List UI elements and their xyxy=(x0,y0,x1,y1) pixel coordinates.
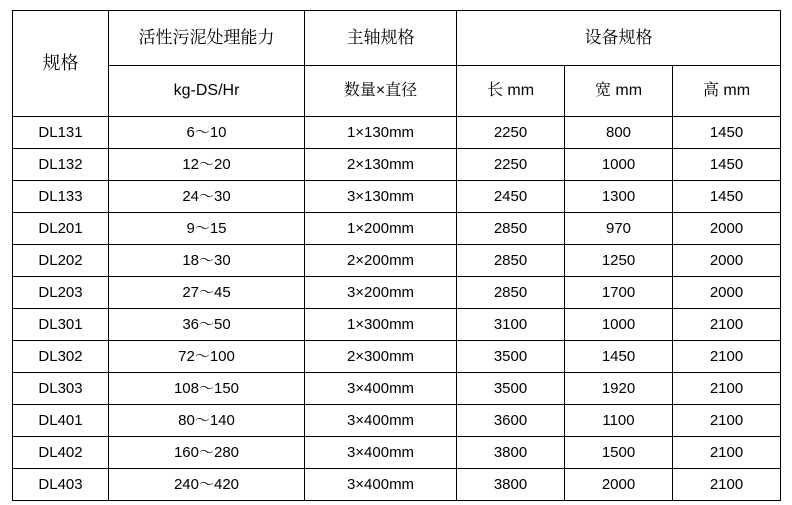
cell-shaft: 3×130mm xyxy=(305,181,457,213)
header-capacity: 活性污泥处理能力 xyxy=(109,11,305,66)
table-row xyxy=(13,341,781,373)
table-row xyxy=(13,277,781,309)
cell-length: 3600 xyxy=(457,405,565,437)
cell-capacity: 80～140 xyxy=(109,405,305,437)
table-row xyxy=(13,437,781,469)
cell-capacity: 72～100 xyxy=(109,341,305,373)
cell-length: 2450 xyxy=(457,181,565,213)
header-length: 长 mm xyxy=(457,66,565,117)
cell-length: 3800 xyxy=(457,469,565,501)
cell-capacity: 27～45 xyxy=(109,277,305,309)
cell-width: 1450 xyxy=(565,341,673,373)
cell-length: 3100 xyxy=(457,309,565,341)
cell-length: 2850 xyxy=(457,213,565,245)
cell-model: DL131 xyxy=(13,117,109,149)
cell-shaft: 3×200mm xyxy=(305,277,457,309)
cell-model: DL133 xyxy=(13,181,109,213)
header-capacity-unit: kg-DS/Hr xyxy=(109,66,305,117)
cell-width: 2000 xyxy=(565,469,673,501)
cell-length: 2250 xyxy=(457,149,565,181)
header-row-1 xyxy=(13,11,781,66)
cell-shaft: 3×400mm xyxy=(305,469,457,501)
cell-width: 1920 xyxy=(565,373,673,405)
cell-width: 1300 xyxy=(565,181,673,213)
cell-width: 1100 xyxy=(565,405,673,437)
cell-width: 1000 xyxy=(565,149,673,181)
cell-length: 2850 xyxy=(457,277,565,309)
cell-height: 2000 xyxy=(673,245,781,277)
cell-shaft: 1×300mm xyxy=(305,309,457,341)
cell-capacity: 108～150 xyxy=(109,373,305,405)
cell-capacity: 240～420 xyxy=(109,469,305,501)
cell-capacity: 6～10 xyxy=(109,117,305,149)
cell-height: 2100 xyxy=(673,309,781,341)
cell-model: DL303 xyxy=(13,373,109,405)
cell-shaft: 1×130mm xyxy=(305,117,457,149)
cell-height: 1450 xyxy=(673,181,781,213)
cell-width: 800 xyxy=(565,117,673,149)
cell-shaft: 2×200mm xyxy=(305,245,457,277)
cell-height: 2000 xyxy=(673,277,781,309)
cell-height: 2100 xyxy=(673,469,781,501)
cell-length: 3800 xyxy=(457,437,565,469)
cell-model: DL403 xyxy=(13,469,109,501)
table-row xyxy=(13,309,781,341)
cell-model: DL132 xyxy=(13,149,109,181)
table-row xyxy=(13,245,781,277)
cell-width: 1250 xyxy=(565,245,673,277)
header-equipment: 设备规格 xyxy=(457,11,781,66)
header-shaft: 主轴规格 xyxy=(305,11,457,66)
table-row xyxy=(13,213,781,245)
cell-length: 2850 xyxy=(457,245,565,277)
cell-length: 2250 xyxy=(457,117,565,149)
cell-model: DL402 xyxy=(13,437,109,469)
cell-model: DL302 xyxy=(13,341,109,373)
table-header xyxy=(13,11,781,117)
cell-height: 2100 xyxy=(673,341,781,373)
cell-capacity: 36～50 xyxy=(109,309,305,341)
cell-model: DL301 xyxy=(13,309,109,341)
cell-model: DL202 xyxy=(13,245,109,277)
cell-shaft: 2×130mm xyxy=(305,149,457,181)
cell-width: 1700 xyxy=(565,277,673,309)
cell-shaft: 3×400mm xyxy=(305,373,457,405)
cell-height: 2000 xyxy=(673,213,781,245)
cell-shaft: 3×400mm xyxy=(305,405,457,437)
cell-capacity: 12～20 xyxy=(109,149,305,181)
cell-model: DL203 xyxy=(13,277,109,309)
cell-length: 3500 xyxy=(457,341,565,373)
table-row xyxy=(13,149,781,181)
cell-capacity: 24～30 xyxy=(109,181,305,213)
cell-shaft: 1×200mm xyxy=(305,213,457,245)
cell-capacity: 9～15 xyxy=(109,213,305,245)
cell-width: 1500 xyxy=(565,437,673,469)
table-row xyxy=(13,405,781,437)
cell-height: 2100 xyxy=(673,437,781,469)
cell-shaft: 2×300mm xyxy=(305,341,457,373)
specification-table xyxy=(12,10,781,501)
cell-height: 2100 xyxy=(673,373,781,405)
cell-capacity: 18～30 xyxy=(109,245,305,277)
cell-model: DL201 xyxy=(13,213,109,245)
table-row xyxy=(13,181,781,213)
header-shaft-unit: 数量×直径 xyxy=(305,66,457,117)
cell-height: 1450 xyxy=(673,117,781,149)
cell-width: 970 xyxy=(565,213,673,245)
table-row xyxy=(13,469,781,501)
cell-length: 3500 xyxy=(457,373,565,405)
cell-width: 1000 xyxy=(565,309,673,341)
cell-height: 2100 xyxy=(673,405,781,437)
header-height: 高 mm xyxy=(673,66,781,117)
table-row xyxy=(13,117,781,149)
table-body xyxy=(13,117,781,501)
table-row xyxy=(13,373,781,405)
cell-model: DL401 xyxy=(13,405,109,437)
header-spec: 规格 xyxy=(13,11,109,117)
cell-shaft: 3×400mm xyxy=(305,437,457,469)
header-row-2 xyxy=(13,66,781,117)
cell-capacity: 160～280 xyxy=(109,437,305,469)
cell-height: 1450 xyxy=(673,149,781,181)
header-width: 宽 mm xyxy=(565,66,673,117)
